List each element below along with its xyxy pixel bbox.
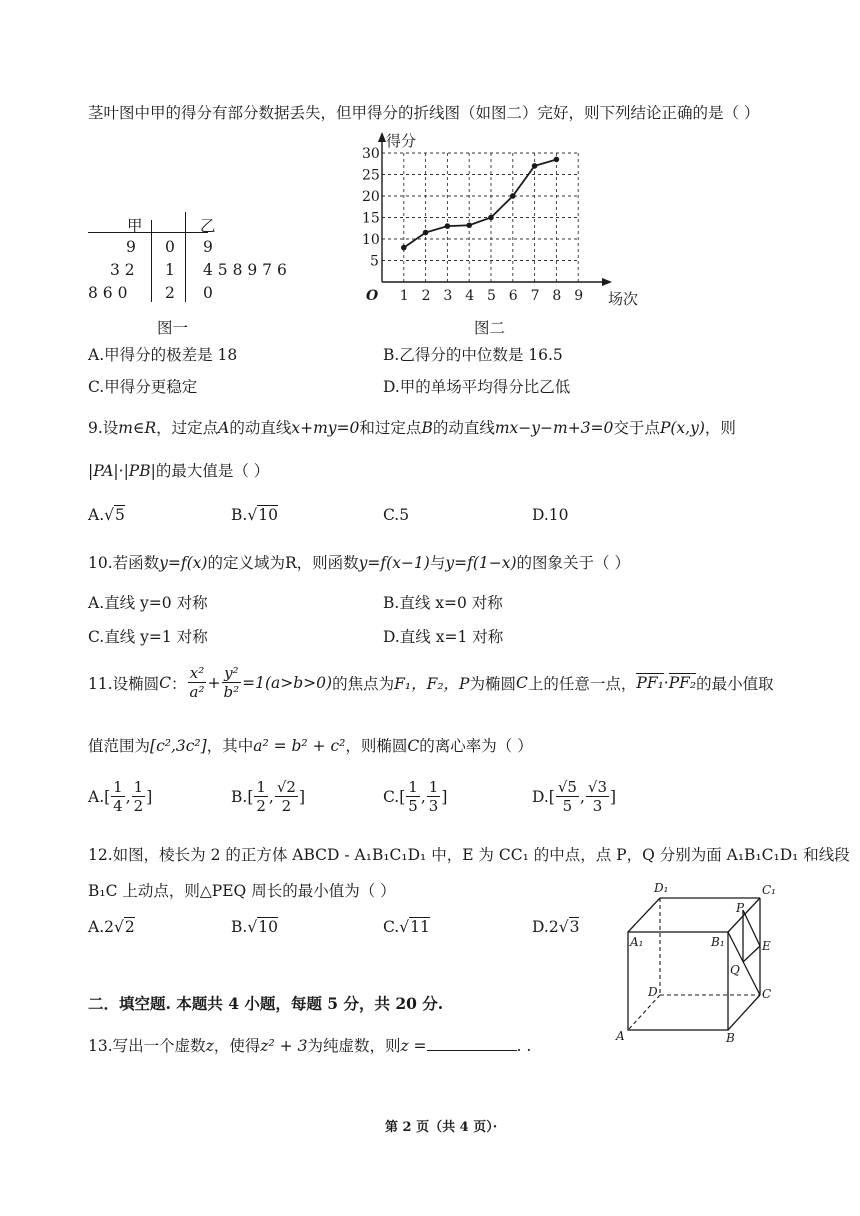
q10-stem: 10.若函数y=f(x)的定义域为R，则函数y=f(x−1)与y=f(1−x)的图象关于（ ） (88, 554, 630, 572)
cube-diagram (610, 880, 790, 1045)
y-tick-label: 5 (370, 253, 379, 270)
y-tick-label: 15 (362, 210, 380, 227)
cube-edge (728, 995, 760, 1030)
score-data-point (488, 215, 494, 221)
stem-leaf-right: 9 (203, 238, 213, 256)
label-p: P (736, 901, 745, 915)
q10-option-a: A.直线 y=0 对称 (88, 594, 208, 612)
stem-leaf-stem: 2 (165, 284, 175, 302)
x-tick-label: 4 (465, 288, 475, 304)
q11-option-b: B.[ $\frac{1}{2}$ , $\frac{√2}{2}$ ] (231, 778, 306, 815)
score-data-point (401, 245, 407, 251)
q10-option-d: D.直线 x=1 对称 (383, 628, 504, 646)
stem-leaf-stem: 1 (165, 261, 175, 279)
x-tick-label: 9 (574, 288, 584, 304)
score-data-point (532, 163, 538, 169)
label-e: E (762, 939, 771, 953)
q11-option-a: A.[ $\frac{1}{4}$ , $\frac{1}{2}$ ] (88, 778, 153, 815)
stem-leaf-vline-right (185, 212, 186, 302)
stem-leaf-right: 0 (203, 284, 213, 302)
q8-option-b: B.乙得分的中位数是 16.5 (383, 346, 563, 364)
section-2-heading: 二．填空题. 本题共 4 小题，每题 5 分，共 20 分. (88, 994, 444, 1013)
y-tick-label: 20 (362, 189, 380, 205)
figure-caption-2: 图二 (474, 319, 506, 337)
q9-stem-line2: |PA|·|PB|的最大值是（ ） (88, 462, 270, 480)
q11-option-c: C.[ $\frac{1}{5}$ , $\frac{1}{3}$ ] (383, 778, 448, 815)
label-c1: C₁ (762, 883, 776, 897)
q8-option-c: C.甲得分更稳定 (88, 378, 198, 396)
q8-option-d: D.甲的单场平均得分比乙低 (383, 378, 571, 396)
segment-pe (743, 910, 760, 946)
q12-option-d: D.2√3 (532, 918, 580, 936)
origin-label: O (366, 288, 379, 304)
y-axis-arrow (378, 132, 386, 142)
stem-leaf-header-yi: 乙 (200, 217, 216, 235)
q11-option-d: D.[ $\frac{√5}{5}$ , $\frac{√3}{3}$ ] (532, 778, 617, 815)
score-data-point (423, 230, 429, 236)
q12-option-b: B.√10 (231, 918, 278, 936)
y-tick-label: 30 (362, 146, 380, 162)
x-tick-label: 8 (552, 288, 562, 304)
q8-option-a: A.甲得分的极差是 18 (88, 346, 238, 364)
cube-hidden-edge (628, 995, 660, 1030)
label-a: A (616, 1029, 625, 1043)
label-c: C (762, 987, 772, 1001)
stem-leaf-header-jia: 甲 (127, 217, 143, 235)
q9-option-d: D.10 (532, 506, 569, 524)
x-tick-label: 1 (399, 288, 409, 304)
label-b1: B₁ (711, 935, 725, 949)
score-data-point (554, 157, 560, 163)
label-q: Q (730, 963, 740, 977)
q9-option-b: B.√10 (231, 506, 278, 524)
score-data-point (466, 222, 472, 228)
score-data-point (510, 193, 516, 199)
q13-answer-blank[interactable] (427, 1036, 517, 1051)
stem-leaf-left: 9 (126, 238, 136, 256)
q9-stem: 9.设m∈R，过定点A的动直线x+my=0和过定点B的动直线mx−y−m+3=0交于点P(x,y)，则 (88, 419, 736, 437)
segment-qe (743, 946, 760, 962)
q12-stem: 12.如图，棱长为 2 的正方体 ABCD - A₁B₁C₁D₁ 中，E 为 CC₁ 的中点，点 P，Q 分别为面 A₁B₁C₁D₁ 和线段 (88, 846, 850, 864)
q12-option-c: C.√11 (383, 918, 430, 936)
label-a1: A₁ (630, 935, 644, 949)
y-axis-label: 得分 (386, 132, 417, 150)
x-tick-label: 2 (421, 288, 431, 304)
y-tick-label: 25 (362, 167, 380, 184)
stem-leaf-left: 8 6 0 (88, 284, 128, 302)
q13-stem: 13.写出一个虚数z，使得z² + 3为纯虚数，则z = . . (88, 1037, 532, 1055)
q10-option-b: B.直线 x=0 对称 (383, 594, 503, 612)
score-data-point (445, 223, 451, 229)
stem-leaf-vline-left (151, 220, 152, 302)
stem-leaf-stem: 0 (165, 238, 175, 256)
x-tick-label: 5 (487, 288, 496, 304)
label-d: D (648, 985, 658, 999)
q11-stem-line2: 值范围为[c²,3c²]，其中a² = b² + c²，则椭圆C的离心率为（ ） (88, 737, 533, 755)
score-line-chart (360, 130, 640, 330)
stem-leaf-left: 3 2 (110, 261, 135, 279)
x-tick-label: 6 (508, 288, 518, 304)
q9-option-c: C.5 (383, 506, 410, 524)
label-d1: D₁ (654, 881, 669, 895)
q9-option-a: A.√5 (88, 506, 125, 524)
q12-stem-line2: B₁C 上动点，则△PEQ 周长的最小值为（ ） (88, 882, 396, 900)
x-axis-arrow (602, 278, 612, 286)
x-tick-label: 7 (530, 288, 540, 304)
stem-leaf-right: 4 5 8 9 7 6 (203, 261, 287, 279)
x-axis-label: 场次 (608, 290, 639, 308)
figure-caption-1: 图一 (157, 319, 189, 337)
cube-edge (628, 898, 660, 932)
y-tick-label: 10 (362, 232, 380, 248)
q12-option-a: A.2√2 (88, 918, 135, 936)
page-footer: 第 2 页（共 4 页）· (385, 1120, 498, 1135)
label-b: B (726, 1031, 735, 1045)
stem-leaf-hline (88, 232, 208, 233)
x-tick-label: 3 (443, 288, 453, 304)
intro-line: 茎叶图中甲的得分有部分数据丢失，但甲得分的折线图（如图二）完好，则下列结论正确的是（ ） (88, 104, 760, 122)
q10-option-c: C.直线 y=1 对称 (88, 628, 208, 646)
q11-stem: 11.设椭圆 C ： $\frac{\text{x²}}{\text{a²}}$ + $\frac{\text{y²}}{\text{b²}}$ =1(a>b>0) 的焦点为 F₁，F₂，P 为椭圆 C 上的任意一点， PF₁ · PF₂ 的最小值取 (88, 664, 774, 701)
